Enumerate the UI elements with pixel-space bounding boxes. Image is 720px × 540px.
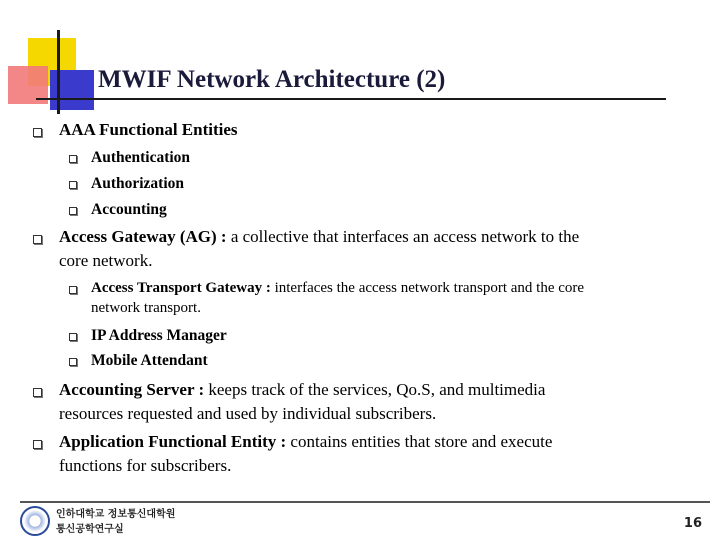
ag-desc-line1: a collective that interfaces an access network to the [230, 227, 580, 246]
university-seal-icon [20, 506, 50, 536]
footer-divider [20, 501, 710, 503]
page-number: 16 [683, 516, 702, 531]
bullet-box-icon [69, 358, 77, 366]
sub-bullet-accounting: Accounting [91, 201, 167, 218]
sub-bullet-authorization: Authorization [91, 175, 184, 192]
bullet-box-icon [69, 286, 77, 294]
bullet-box-icon [69, 207, 77, 215]
sub-bullet-access-transport-gateway [91, 278, 711, 318]
as-line2: resources requested and used by individual subscribers. [59, 404, 437, 423]
afe-line1: contains entities that store and execute [290, 432, 553, 451]
bullet-accounting-server [59, 378, 699, 426]
as-line1: keeps track of the services, Qo.S, and multimedia [208, 380, 546, 399]
atg-term: Access Transport Gateway : [91, 280, 275, 296]
afe-term: Application Functional Entity : [59, 432, 291, 451]
title-underline [36, 98, 666, 100]
atg-line2: network transport. [91, 300, 201, 316]
ag-term: Access Gateway (AG) : [59, 227, 231, 246]
page-title: MWIF Network Architecture (2) [98, 66, 446, 93]
atg-line1: interfaces the access network transport and the core [274, 280, 585, 296]
bullet-aaa-heading: AAA Functional Entities [59, 120, 238, 139]
afe-line2: functions for subscribers. [59, 456, 232, 475]
footer-institution: 인하대학교 정보통신대학원 [56, 509, 176, 520]
bullet-application-functional-entity [59, 430, 699, 478]
ag-desc-line2: core network. [59, 251, 153, 270]
bullet-box-icon [33, 235, 42, 244]
bullet-box-icon [33, 440, 42, 449]
bullet-box-icon [69, 181, 77, 189]
sub-bullet-ip-address-manager: IP Address Manager [91, 327, 227, 344]
bullet-box-icon [69, 333, 77, 341]
sub-bullet-authentication: Authentication [91, 149, 191, 166]
as-term: Accounting Server : [59, 380, 209, 399]
bullet-access-gateway [59, 225, 699, 273]
footer-lab: 통신공학연구실 [56, 524, 124, 535]
bullet-box-icon [33, 128, 42, 137]
bullet-box-icon [69, 155, 77, 163]
bullet-box-icon [33, 388, 42, 397]
corner-decoration-vertical-line [57, 30, 60, 114]
sub-bullet-mobile-attendant: Mobile Attendant [91, 352, 208, 369]
